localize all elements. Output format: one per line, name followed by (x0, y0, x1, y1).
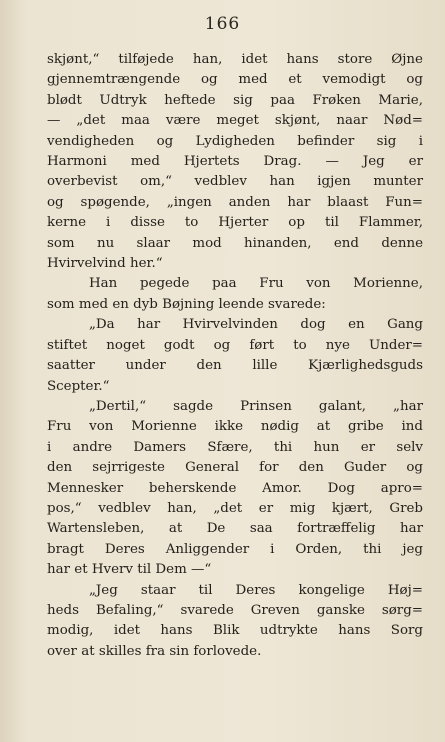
text-line: „Dertil,“ sagde Prinsen galant, „har (89, 398, 423, 414)
text-line: blødt Udtryk heftede sig paa Frøken Marie, (47, 92, 423, 108)
text-line: overbevist om,“ vedblev han igjen munter (47, 174, 423, 190)
paragraph-p4 (47, 397, 423, 581)
paragraph-p5 (47, 581, 423, 663)
text-line: modig, idet hans Blik udtrykte hans Sorg (47, 623, 423, 639)
text-line: i andre Damers Sfære, thi hun er selv (47, 439, 423, 455)
text-line: Scepter.“ (47, 378, 110, 394)
paragraph-p3 (47, 315, 423, 397)
page-number: 166 (204, 14, 241, 34)
text-line: kerne i disse to Hjerter op til Flammer, (47, 215, 423, 231)
text-line: Hvirvelvind her.“ (47, 256, 163, 272)
paragraph-p2 (47, 274, 423, 315)
text-line: saatter under den lille Kjærlighedsguds (47, 358, 423, 374)
text-line: — „det maa være meget skjønt, naar Nød= (47, 113, 423, 129)
text-line: heds Befaling,“ svarede Greven ganske sørg= (47, 602, 423, 618)
text-line: Han pegede paa Fru von Morienne, (89, 276, 423, 292)
text-line: „Jeg staar til Deres kongelige Høj= (89, 582, 423, 598)
paragraph-p1 (47, 50, 423, 274)
text-line: skjønt,“ tilføjede han, idet hans store Øjne (47, 52, 423, 67)
text-line: pos,“ vedblev han, „det er mig kjært, Greb (47, 500, 423, 516)
text-line: Mennesker beherskende Amor. Dog apro= (47, 480, 423, 496)
text-line: har et Hverv til Dem —“ (47, 562, 212, 578)
text-line: som nu slaar mod hinanden, end denne (47, 235, 423, 251)
text-line: stiftet noget godt og ført to nye Under= (47, 337, 423, 353)
text-line: Harmoni med Hjertets Drag. — Jeg er (47, 154, 423, 170)
text-line: Wartensleben, at De saa fortræffelig har (47, 521, 423, 537)
text-line: den sejrrigeste General for den Guder og (47, 460, 423, 476)
text-line: vendigheden og Lydigheden befinder sig i (47, 133, 423, 149)
text-line: over at skilles fra sin forlovede. (47, 643, 262, 659)
text-line: Fru von Morienne ikke nødig at gribe ind (47, 419, 423, 435)
text-line: og spøgende, „ingen anden har blaast Fun= (47, 194, 423, 210)
text-line: bragt Deres Anliggender i Orden, thi jeg (47, 541, 423, 557)
text-line: som med en dyb Bøjning leende svarede: (47, 296, 326, 312)
text-line: „Da har Hvirvelvinden dog en Gang (89, 317, 423, 333)
body-text (47, 50, 423, 662)
text-line: gjennemtrængende og med et vemodigt og (47, 72, 423, 88)
